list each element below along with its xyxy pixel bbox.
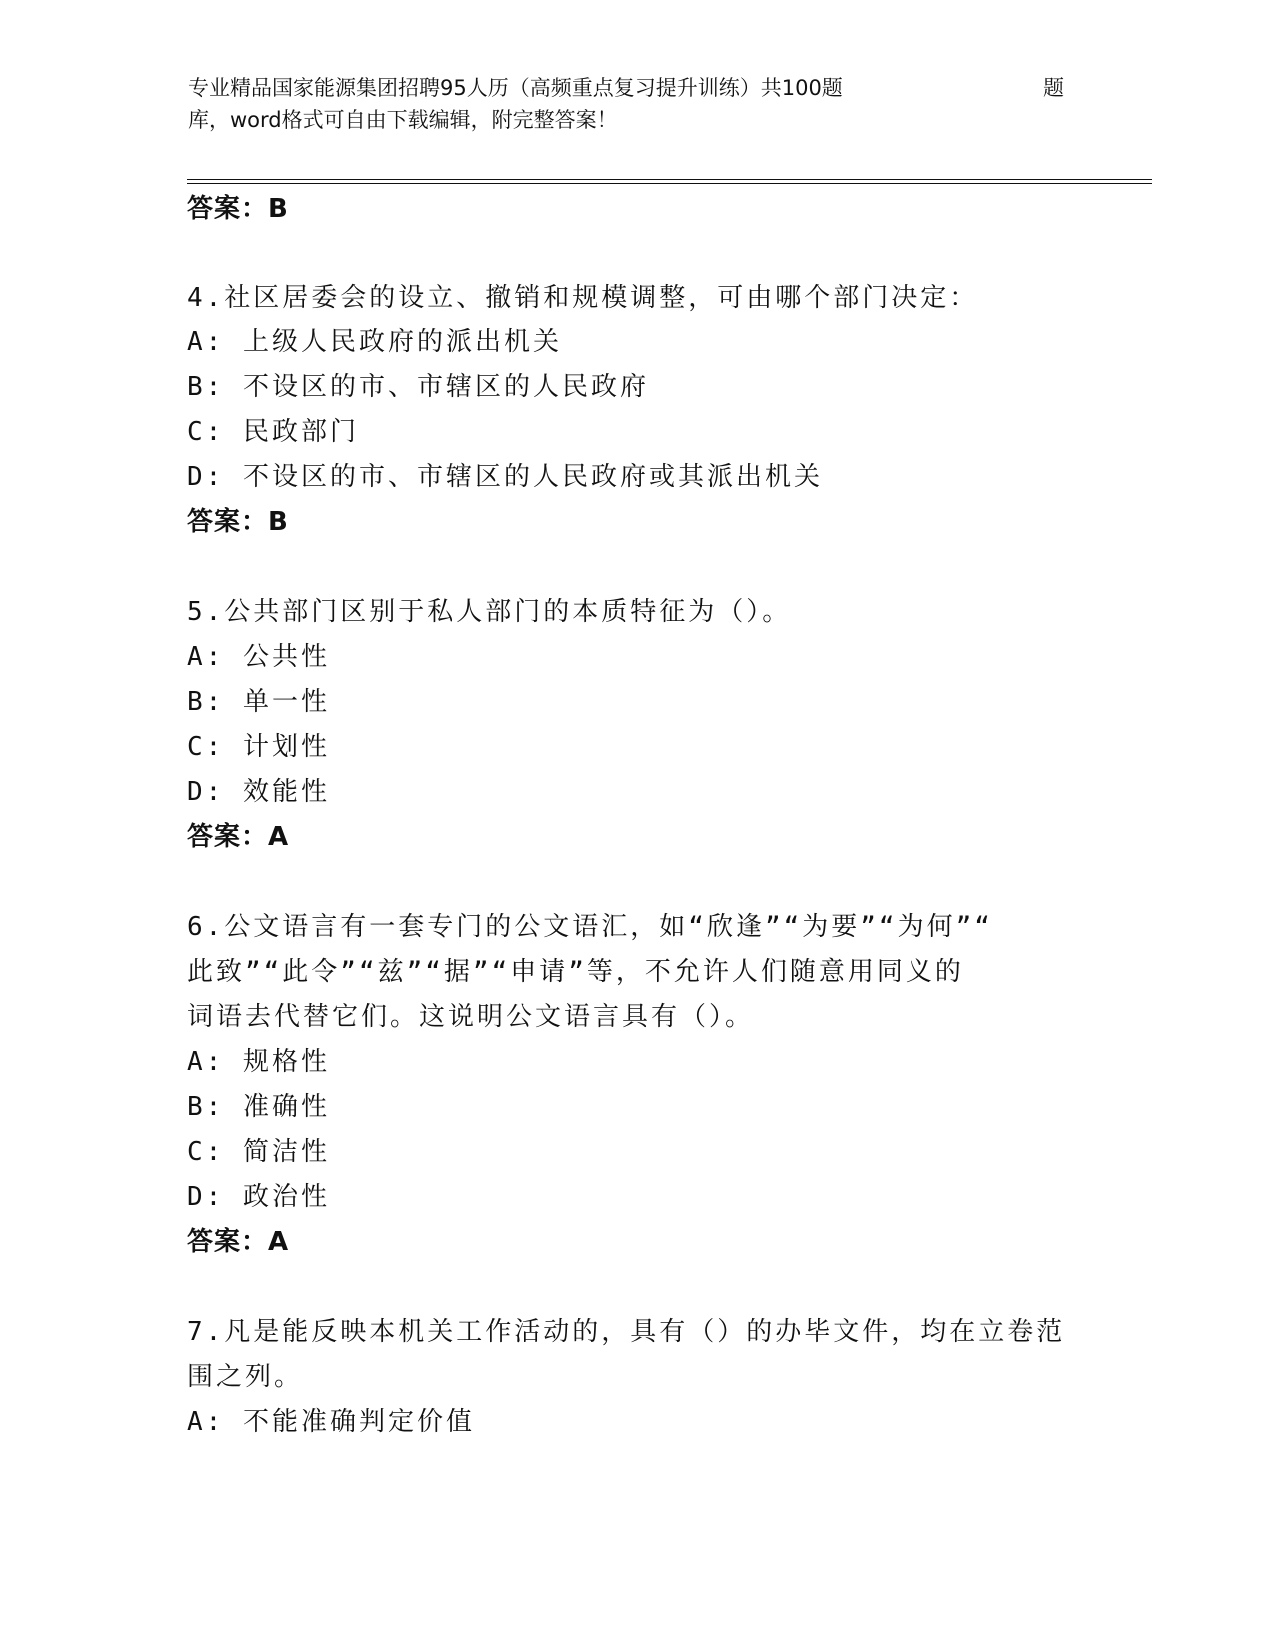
question-6-option-a: A: 规格性 bbox=[187, 1047, 330, 1077]
question-5-option-c: C: 计划性 bbox=[187, 732, 330, 762]
document-header bbox=[188, 72, 1148, 136]
question-4-text: 4.社区居委会的设立、撤销和规模调整，可由哪个部门决定： bbox=[187, 283, 979, 313]
question-5-option-b: B: 单一性 bbox=[187, 687, 330, 717]
question-6-text-line-1: 6.公文语言有一套专门的公文语汇，如“欣逢”“为要”“为何”“ bbox=[187, 912, 993, 942]
header-line-1: 专业精品国家能源集团招聘95人历（高频重点复习提升训练）共100题 bbox=[188, 76, 843, 100]
question-4-option-c: C: 民政部门 bbox=[187, 417, 359, 447]
answer-prev: 答案：B bbox=[187, 194, 289, 224]
question-6-text-line-2: 此致”“此令”“兹”“据”“申请”等，不允许人们随意用同义的 bbox=[187, 957, 964, 987]
question-4-option-a: A: 上级人民政府的派出机关 bbox=[187, 327, 562, 357]
question-7-option-a: A: 不能准确判定价值 bbox=[187, 1407, 475, 1437]
header-divider-top bbox=[187, 179, 1152, 180]
header-side-text: 题 bbox=[1043, 76, 1064, 100]
question-6-option-c: C: 简洁性 bbox=[187, 1137, 330, 1167]
question-5-text: 5.公共部门区别于私人部门的本质特征为（）。 bbox=[187, 597, 792, 627]
question-5-option-a: A: 公共性 bbox=[187, 642, 330, 672]
question-6-answer: 答案：A bbox=[187, 1227, 290, 1257]
question-4-option-d: D: 不设区的市、市辖区的人民政府或其派出机关 bbox=[187, 462, 823, 492]
question-7-text-line-1: 7.凡是能反映本机关工作活动的，具有（）的办毕文件，均在立卷范 bbox=[187, 1317, 1066, 1347]
question-6-option-b: B: 准确性 bbox=[187, 1092, 330, 1122]
question-6-text-line-3: 词语去代替它们。这说明公文语言具有（）。 bbox=[187, 1002, 755, 1032]
question-6-option-d: D: 政治性 bbox=[187, 1182, 330, 1212]
question-7-text-line-2: 围之列。 bbox=[187, 1362, 304, 1392]
question-5-option-d: D: 效能性 bbox=[187, 777, 330, 807]
header-divider-bottom bbox=[187, 183, 1152, 184]
question-4-option-b: B: 不设区的市、市辖区的人民政府 bbox=[187, 372, 649, 402]
question-4-answer: 答案：B bbox=[187, 507, 289, 537]
question-5-answer: 答案：A bbox=[187, 822, 290, 852]
header-line-2: 库，word格式可自由下载编辑，附完整答案！ bbox=[188, 108, 618, 132]
